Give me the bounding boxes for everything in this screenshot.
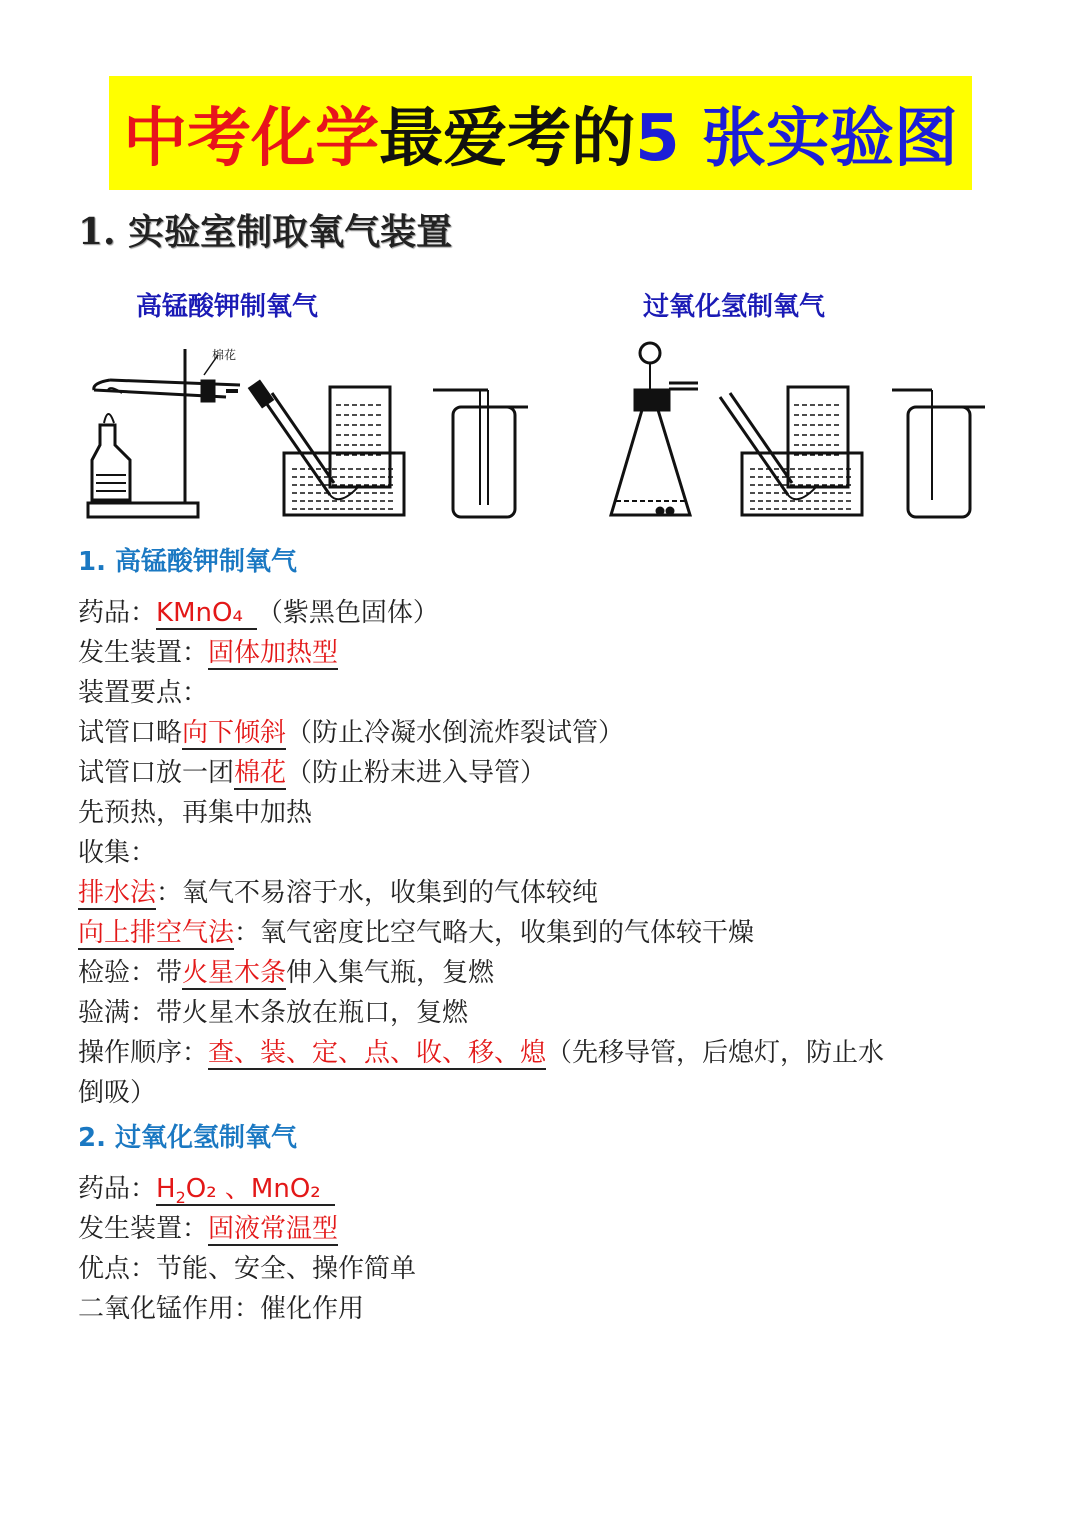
kmno4-drug-label: 药品： [78, 598, 157, 628]
formula-o2: O₂ [185, 1174, 217, 1204]
kmno4-points-label: 装置要点： [78, 678, 209, 708]
kmno4-full-line: 验满：带火星木条放在瓶口，复燃 [78, 998, 469, 1028]
point-1-highlight: 向下倾斜 [182, 718, 287, 748]
kmno4-point-2 [78, 752, 546, 789]
caption-kmno4: 高锰酸钾制氧气 [136, 292, 319, 322]
kmno4-collect-label: 收集： [78, 838, 157, 868]
kmno4-drug-note: （紫黑色固体） [256, 598, 439, 628]
kmno4-device-value: 固体加热型 [208, 638, 339, 668]
formula-mno2: 、MnO₂ [216, 1174, 321, 1204]
h2o2-drug-line [78, 1168, 335, 1207]
title-banner [109, 76, 972, 190]
heating-setup-illustration [88, 349, 240, 517]
point-2-highlight: 棉花 [234, 758, 287, 788]
test-highlight: 火星木条 [182, 958, 287, 988]
h2o2-device-value: 固液常温型 [208, 1214, 339, 1244]
h2o2-device-label: 发生装置： [78, 1214, 209, 1244]
kmno4-order-line [78, 1032, 884, 1069]
water-trough-left [250, 382, 404, 515]
test-pre: 检验：带 [78, 958, 183, 988]
kmno4-formula: KMnO₄ [156, 598, 257, 630]
banner-part-blue: 5 张实验图 [635, 102, 958, 176]
kmno4-device-label: 发生装置： [78, 638, 209, 668]
conical-flask-setup [611, 343, 698, 515]
order-label: 操作顺序： [78, 1038, 209, 1068]
test-post: 伸入集气瓶，复燃 [286, 958, 495, 988]
section-title: 1. 实验室制取氧气装置 [78, 211, 453, 253]
water-trough-right [720, 387, 862, 515]
order-post: （先移导管，后熄灯，防止水 [546, 1038, 885, 1068]
collect-2-highlight: 向上排空气法 [78, 918, 235, 948]
point-2-post: （防止粉末进入导管） [286, 758, 547, 788]
h2o2-device-line [78, 1208, 338, 1245]
h2o2-advantage: 优点：节能、安全、操作简单 [78, 1254, 417, 1284]
banner-part-black: 最爱考的 [379, 102, 636, 176]
collect-1-highlight: 排水法 [78, 878, 157, 908]
kmno4-heading: 1. 高锰酸钾制氧气 [78, 547, 298, 577]
kmno4-point-1 [78, 712, 624, 749]
formula-subscript: 2 [175, 1188, 186, 1208]
kmno4-device-line [78, 632, 338, 669]
h2o2-mno2-role: 二氧化锰作用：催化作用 [78, 1294, 365, 1324]
collect-2-post: ：氧气密度比空气略大，收集到的气体较干燥 [234, 918, 755, 948]
order-highlight: 查、装、定、点、收、移、熄 [208, 1038, 547, 1068]
caption-h2o2: 过氧化氢制氧气 [643, 292, 826, 322]
gas-jar-right [892, 390, 985, 517]
h2o2-heading: 2. 过氧化氢制氧气 [78, 1123, 298, 1153]
formula-h: H [156, 1174, 176, 1204]
kmno4-point-3: 先预热，再集中加热 [78, 798, 313, 828]
kmno4-order-line-2: 倒吸） [78, 1078, 157, 1108]
banner-part-red: 中考化学 [123, 102, 380, 176]
kmno4-collect-2 [78, 912, 754, 949]
point-1-pre: 试管口略 [78, 718, 183, 748]
kmno4-collect-1 [78, 872, 598, 909]
point-1-post: （防止冷凝水倒流炸裂试管） [286, 718, 625, 748]
cotton-label: 棉花 [212, 348, 237, 362]
h2o2-formula [156, 1174, 335, 1206]
apparatus-diagram [70, 335, 1000, 530]
collect-1-post: ：氧气不易溶于水，收集到的气体较纯 [156, 878, 599, 908]
gas-jar-left [433, 390, 528, 517]
kmno4-test-line [78, 952, 494, 989]
h2o2-drug-label: 药品： [78, 1174, 157, 1204]
point-2-pre: 试管口放一团 [78, 758, 235, 788]
kmno4-drug-line [78, 592, 439, 629]
